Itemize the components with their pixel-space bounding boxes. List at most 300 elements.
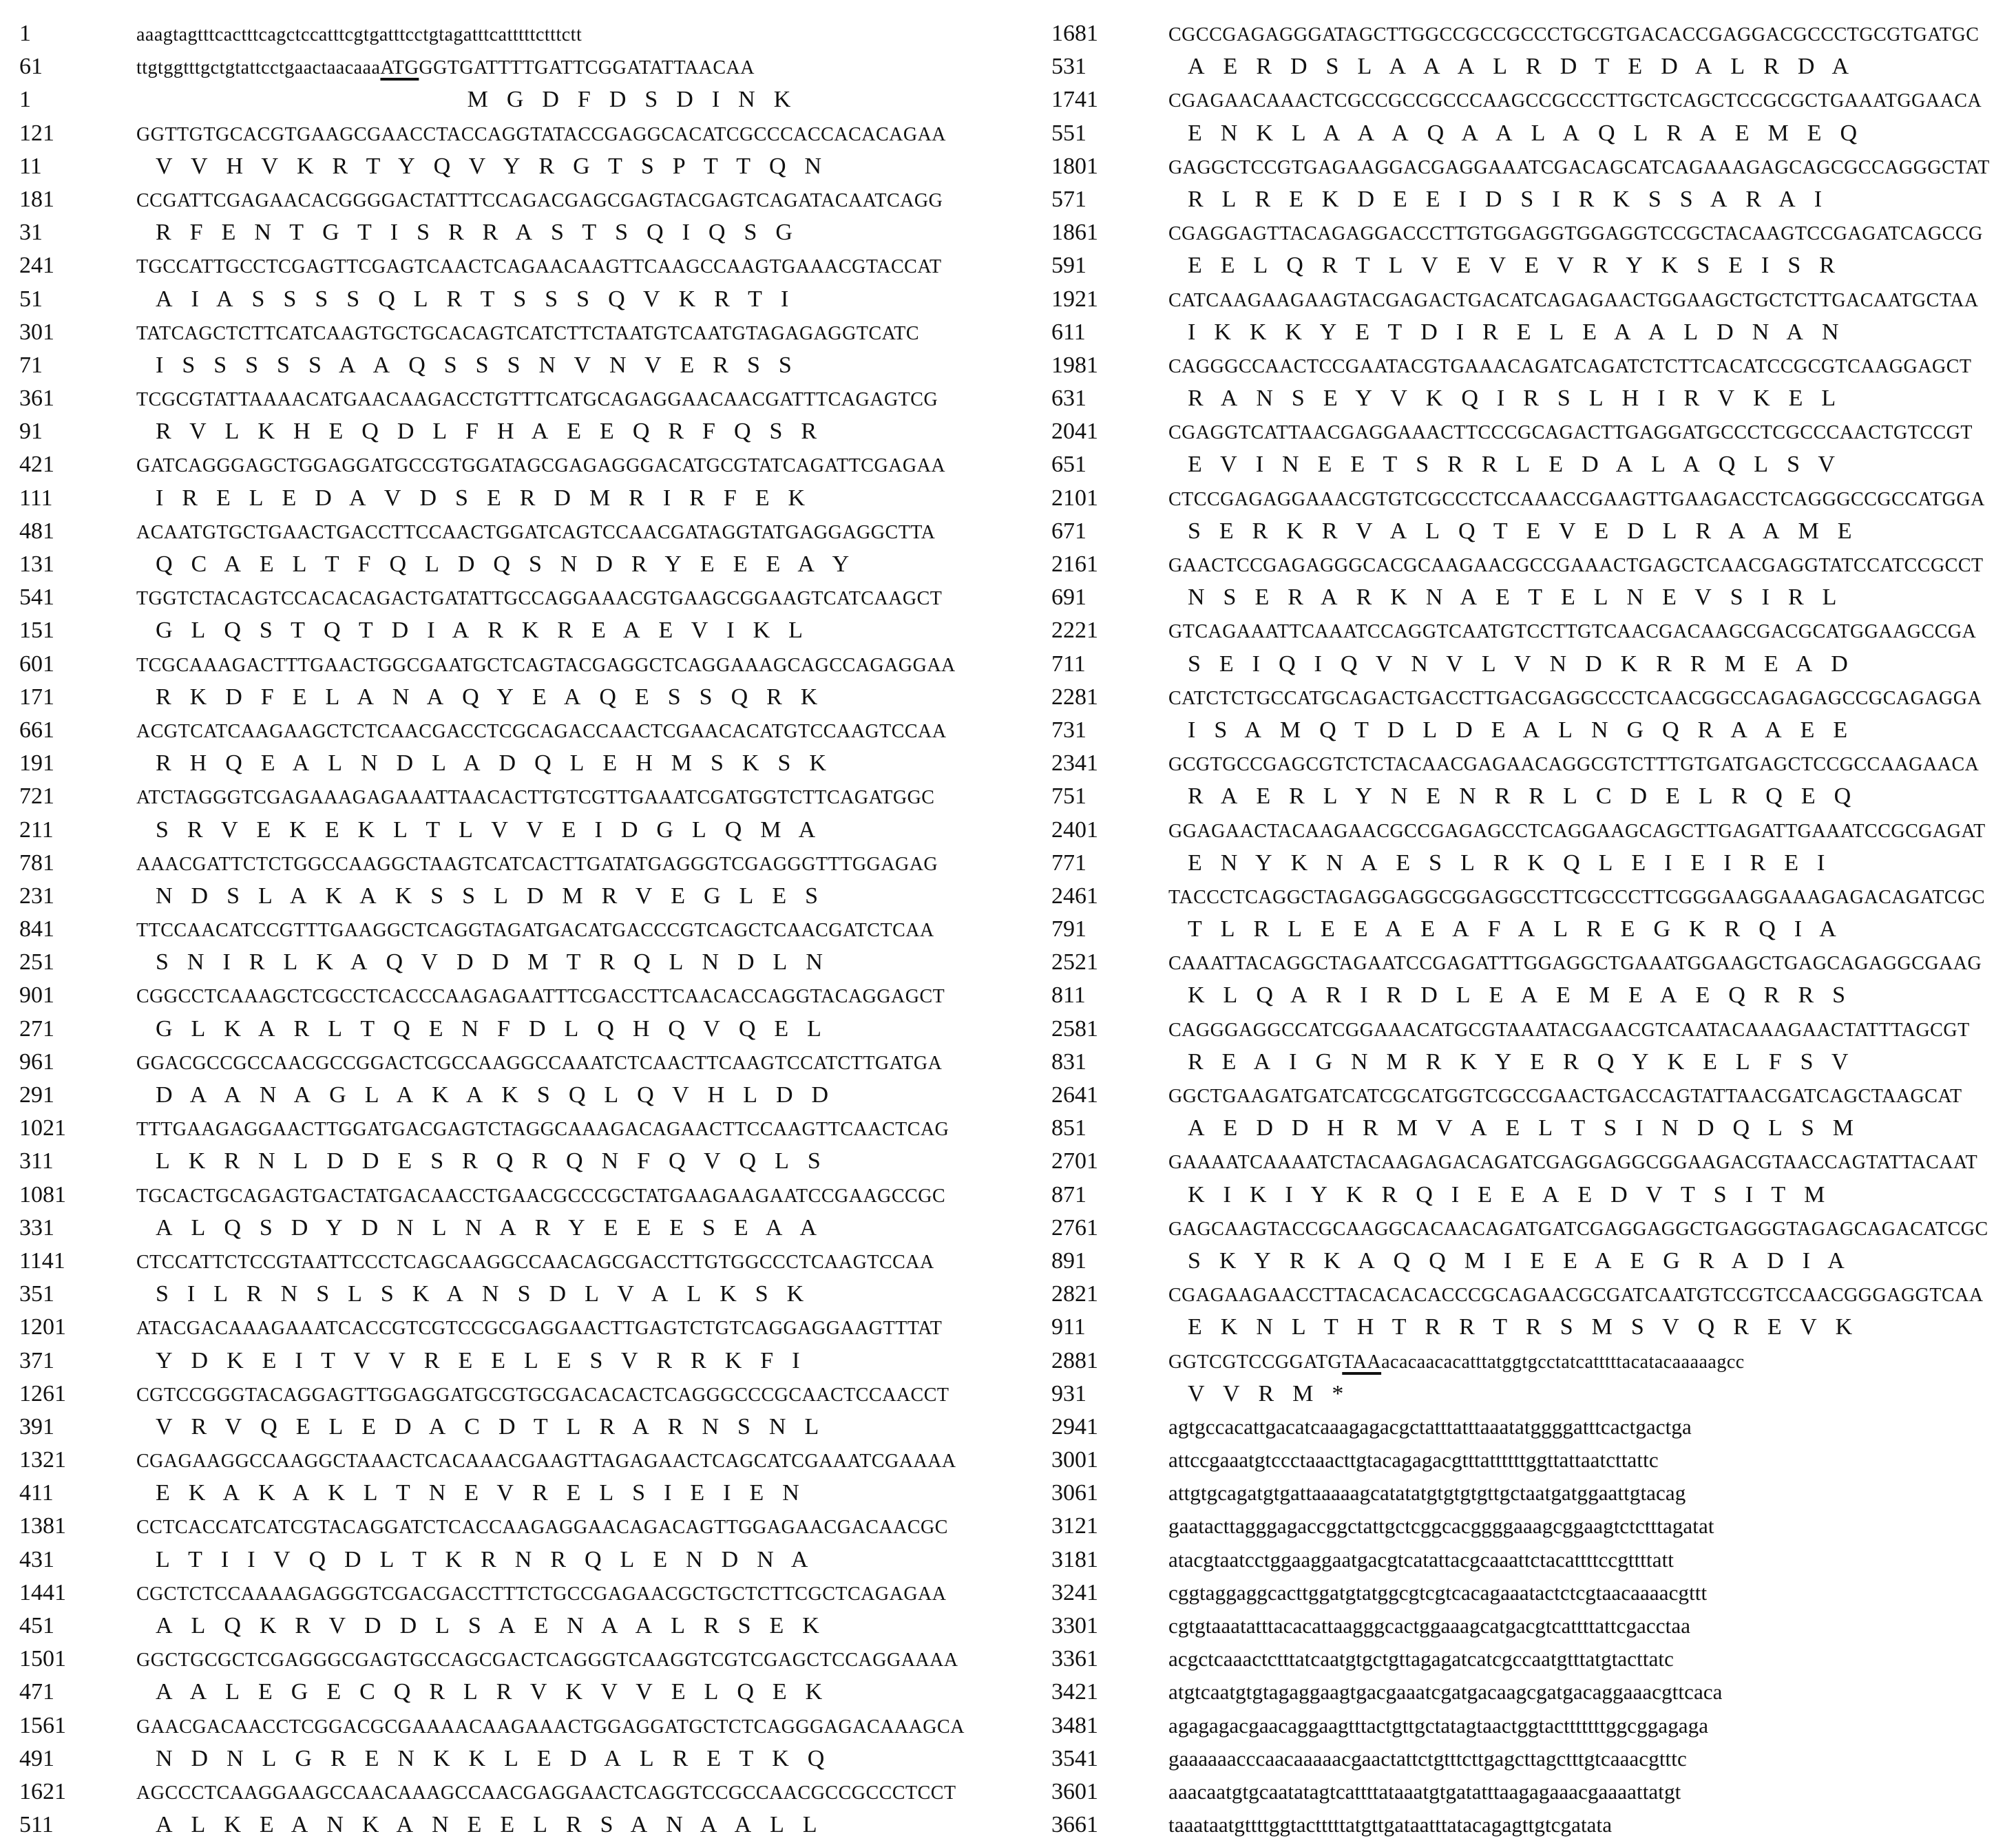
aa-row	[19, 1016, 997, 1049]
amino-acid-sequence: A A L E G E C Q R L R V K V V E L Q E K	[156, 1679, 823, 1705]
nucleotide-sequence: ATCTAGGGTCGAGAAAGAGAAATTAACACTTGTCGTTGAAATCGATGGTCTTCAGATGGC	[136, 787, 935, 809]
aa-row	[1051, 783, 2008, 816]
aa-row	[19, 883, 997, 916]
aa-row	[19, 817, 997, 850]
amino-acid-sequence: R K D F E L A N A Q Y E A Q E S S Q R K	[156, 684, 818, 710]
nt-row	[19, 386, 997, 419]
position-number: 491	[19, 1745, 54, 1771]
nucleotide-sequence: atacgtaatcctggaaggaatgacgtcatattacgcaaattctacattttccgttttatt	[1168, 1547, 1674, 1572]
aa-row	[19, 1281, 997, 1314]
amino-acid-sequence: I S S S S S A A Q S S S N V N V E R S S	[156, 352, 792, 378]
aa-row	[19, 1082, 997, 1115]
position-number: 471	[19, 1679, 54, 1705]
aa-row	[19, 286, 997, 319]
position-number: 601	[19, 651, 54, 677]
nucleotide-sequence: CGCCGAGAGGGATAGCTTGGCCGCCGCCCTGCGTGACACCGAGGACGCCCTGCGTGATGC	[1168, 24, 1980, 45]
aa-row	[19, 1215, 997, 1248]
amino-acid-sequence: G L K A R L T Q E N F D L Q H Q V Q E L	[156, 1015, 822, 1042]
nucleotide-sequence: CGAGAAGGCCAAGGCTAAACTCACAAACGAAGTTAGAGAACTCAGCATCGAAATCGAAAA	[136, 1451, 956, 1473]
position-number: 251	[19, 949, 54, 976]
position-number: 831	[1051, 1048, 1086, 1075]
nucleotide-sequence: TCGCGTATTAAAACATGAACAAGACCTGTTTCATGCAGAGGAACAACGATTTCAGAGTCG	[136, 389, 938, 411]
position-number: 2461	[1051, 883, 1098, 909]
aa-row	[1051, 518, 2008, 551]
amino-acid-sequence: R F E N T G T I S R R A S T S Q I Q S G	[156, 220, 793, 246]
aa-row	[1051, 253, 2008, 286]
position-number: 71	[19, 352, 43, 378]
position-number: 3301	[1051, 1613, 1098, 1638]
nt-row	[1051, 87, 2008, 120]
nt-row	[1051, 419, 2008, 452]
nt-row	[1051, 154, 2008, 187]
amino-acid-sequence: A L K E A N K A N E E L R S A N A A L L	[156, 1812, 818, 1838]
aa-row	[19, 87, 997, 120]
position-number: 1681	[1051, 21, 1098, 46]
nt-row	[1051, 21, 2008, 54]
nt-row	[1051, 1513, 2008, 1546]
position-number: 751	[1051, 783, 1086, 810]
nt-row	[1051, 1779, 2008, 1812]
nt-row	[1051, 1447, 2008, 1480]
position-number: 91	[19, 419, 43, 445]
position-number: 3001	[1051, 1447, 1098, 1473]
position-number: 3601	[1051, 1778, 1098, 1804]
nt-row	[1051, 1016, 2008, 1049]
position-number: 3481	[1051, 1712, 1098, 1738]
position-number: 2161	[1051, 551, 1098, 577]
position-number: 841	[19, 916, 54, 942]
position-number: 901	[19, 982, 54, 1009]
nucleotide-sequence: CTCCGAGAGGAAACGTGTCGCCCTCCAAACCGAAGTTGAAGACCTCAGGGCCGCCATGGA	[1168, 488, 1985, 510]
aa-row	[19, 1613, 997, 1646]
aa-row	[1051, 1049, 2008, 1082]
position-number: 1441	[19, 1579, 66, 1605]
amino-acid-sequence: I R E L E D A V D S E R D M R I R F E K	[156, 485, 806, 511]
nt-row	[19, 1248, 997, 1281]
nt-row	[19, 1713, 997, 1746]
position-number: 1	[19, 87, 31, 113]
nt-row	[1051, 1580, 2008, 1613]
nucleotide-sequence: CTCCATTCTCCGTAATTCCCTCAGCAAGGCCAACAGCGACCTTGTGGCCCTCAAGTCCAA	[136, 1251, 934, 1273]
position-number: 871	[1051, 1181, 1086, 1208]
position-number: 2221	[1051, 618, 1098, 644]
position-number: 2821	[1051, 1281, 1098, 1307]
amino-acid-sequence: R A E R L Y N E N R R L C D E L R Q E Q	[1188, 783, 1851, 810]
amino-acid-sequence: S E I Q I Q V N V L V N D K R R M E A D	[1188, 651, 1849, 677]
aa-row	[1051, 120, 2008, 154]
position-number: 1981	[1051, 352, 1098, 378]
nt-row	[1051, 1281, 2008, 1314]
position-number: 931	[1051, 1380, 1086, 1406]
position-number: 531	[1051, 54, 1086, 80]
aa-row	[19, 1547, 997, 1580]
position-number: 3181	[1051, 1546, 1098, 1572]
nt-row	[1051, 1613, 2008, 1646]
position-number: 2521	[1051, 949, 1098, 976]
amino-acid-sequence: I K K K Y E T D I R E L E A A L D N A N	[1188, 319, 1840, 345]
amino-acid-sequence: R H Q E A L N D L A D Q L E H M S K S K	[156, 750, 827, 777]
aa-row	[19, 551, 997, 584]
amino-acid-sequence: A E D D H R M V A E L T S I N D Q L S M	[1188, 1115, 1854, 1141]
aa-row	[1051, 54, 2008, 87]
position-number: 661	[19, 717, 54, 743]
aa-row	[1051, 584, 2008, 618]
amino-acid-sequence: S R V E K E K L T L V V E I D G L Q M A	[156, 816, 816, 843]
nt-row	[1051, 750, 2008, 783]
position-number: 1921	[1051, 286, 1098, 312]
position-number: 301	[19, 319, 54, 345]
position-number: 51	[19, 286, 43, 312]
nt-row	[19, 1779, 997, 1812]
nt-row	[1051, 817, 2008, 850]
nt-row	[19, 319, 997, 352]
nucleotide-sequence: AGCCCTCAAGGAAGCCAACAAAGCCAACGAGGAACTCAGGTCCGCCAACGCCGCCCTCCT	[136, 1782, 956, 1804]
aa-row	[1051, 651, 2008, 684]
nt-row	[19, 253, 997, 286]
nucleotide-sequence: TATCAGCTCTTCATCAAGTGCTGCACAGTCATCTTCTAATGTCAATGTAGAGAGGTCATC	[136, 322, 920, 344]
position-number: 171	[19, 684, 54, 710]
nt-row	[19, 1381, 997, 1414]
amino-acid-sequence: E E L Q R T L V E V E V R Y K S E I S R	[1188, 253, 1836, 279]
position-number: 431	[19, 1546, 54, 1572]
position-number: 291	[19, 1082, 54, 1108]
nt-row	[19, 1182, 997, 1215]
amino-acid-sequence: R E A I G N M R K Y E R Q Y K E L F S V	[1188, 1048, 1849, 1075]
position-number: 811	[1051, 982, 1086, 1009]
position-number: 961	[19, 1048, 54, 1075]
position-number: 731	[1051, 717, 1086, 743]
aa-row	[19, 485, 997, 518]
nucleotide-sequence: GGACGCCGCCAACGCCGGACTCGCCAAGGCCAAATCTCAACTTCAAGTCCATCTTGATGA	[136, 1052, 943, 1074]
stop-codon: TAA	[1342, 1351, 1382, 1373]
nt-row	[1051, 551, 2008, 584]
nt-row	[19, 1513, 997, 1546]
nucleotide-sequence: CGTCCGGGTACAGGAGTTGGAGGATGCGTGCGACACACTCAGGGCCCGCAACTCCAACCT	[136, 1384, 949, 1406]
amino-acid-sequence: S N I R L K A Q V D D M T R Q L N D L N	[156, 949, 823, 976]
nt-row	[19, 187, 997, 220]
amino-acid-sequence: S K Y R K A Q Q M I E E A E G R A D I A	[1188, 1247, 1845, 1274]
position-number: 3421	[1051, 1679, 1098, 1705]
nucleotide-sequence: TTCCAACATCCGTTTGAAGGCTCAGGTAGATGACATGACCCGTCAGCTCAACGATCTCAA	[136, 920, 934, 942]
position-number: 1141	[19, 1247, 65, 1274]
nucleotide-sequence: ACAATGTGCTGAACTGACCTTCCAACTGGATCAGTCCAACGATAGGTATGAGGAGGCTTA	[136, 521, 936, 543]
nucleotide-sequence: ATACGACAAAGAAATCACCGTCGTCCGCGAGGAACTTGAGTCTGTCAGGAGGAAGTTTAT	[136, 1318, 943, 1340]
nt-row	[19, 1447, 997, 1480]
position-number: 1261	[19, 1380, 66, 1406]
position-number: 1861	[1051, 220, 1098, 246]
aa-row	[19, 949, 997, 982]
aa-row	[19, 1679, 997, 1712]
nt-row	[1051, 1082, 2008, 1115]
position-number: 1	[19, 21, 31, 46]
nucleotide-sequence: CAAATTACAGGCTAGAATCCGAGATTTGGAGGCTGAAATGGAAGCTGAGCAGAGGCGAAG	[1168, 953, 1982, 975]
position-number: 781	[19, 850, 54, 876]
nucleotide-sequence: aaagtagtttcactttcagctccatttcgtgatttcctgtagatttcatttttctttctt	[136, 24, 582, 45]
amino-acid-sequence: N D S L A K A K S S L D M R V E G L E S	[156, 883, 819, 909]
nt-row	[1051, 1414, 2008, 1447]
nucleotide-sequence: CAGGGAGGCCATCGGAAACATGCGTAAATACGAACGTCAATACAAAGAACTATTTAGCGT	[1168, 1019, 1970, 1041]
nucleotide-sequence: TGGTCTACAGTCCACACAGACTGATATTGCCAGGAAACGTGAAGCGGAAGTCATCAAGCT	[136, 588, 943, 610]
position-number: 631	[1051, 386, 1086, 412]
amino-acid-sequence: N S E R A R K N A E T E L N E V S I R L	[1188, 584, 1837, 611]
position-number: 421	[19, 452, 54, 478]
amino-acid-sequence: E N K L A A A Q A A L A Q L R A E M E Q	[1188, 120, 1858, 146]
amino-acid-sequence: A E R D S L A A A L R D T E D A L R D A	[1188, 54, 1849, 80]
position-number: 1321	[19, 1447, 66, 1473]
position-number: 691	[1051, 584, 1086, 611]
amino-acid-sequence: A I A S S S S Q L R T S S S Q V K R T I	[156, 286, 789, 312]
amino-acid-sequence: I S A M Q T D L D E A L N G Q R A A E E	[1188, 717, 1848, 743]
nt-row	[1051, 1480, 2008, 1513]
aa-row	[1051, 982, 2008, 1015]
aa-row	[19, 1480, 997, 1513]
amino-acid-sequence: S I L R N S L S K A N S D L V A L K S K	[156, 1281, 804, 1307]
nucleotide-sequence: ACGTCATCAAGAAGCTCTCAACGACCTCGCAGACCAACTCGAACACATGTCCAAGTCCAA	[136, 720, 947, 742]
nucleotide-sequence: agtgccacattgacatcaaagagacgctatttatttaaatatggggatttcactgactga	[1168, 1414, 1692, 1439]
nucleotide-sequence: GAGCAAGTACCGCAAGGCACAACAGATGATCGAGGAGGCTGAGGGTAGAGCAGACATCGC	[1168, 1218, 1988, 1240]
position-number: 3361	[1051, 1646, 1098, 1672]
position-number: 911	[1051, 1314, 1086, 1340]
position-number: 611	[1051, 319, 1086, 345]
nucleotide-sequence: attccgaaatgtccctaaacttgtacagagacgtttattttttggttattaatcttattc	[1168, 1448, 1659, 1473]
position-number: 181	[19, 186, 54, 212]
aa-row	[19, 684, 997, 717]
amino-acid-sequence: V R V Q E L E D A C D T L R A R N S N L	[156, 1413, 819, 1440]
position-number: 591	[1051, 253, 1086, 279]
amino-acid-sequence: Y D K E I T V V R E E L E S V R R K F I	[156, 1347, 801, 1373]
aa-row	[19, 618, 997, 651]
position-number: 411	[19, 1480, 54, 1506]
position-number: 2701	[1051, 1148, 1098, 1174]
amino-acid-sequence: R V L K H E Q D L F H A E E Q R F Q S R	[156, 419, 817, 445]
aa-row	[1051, 1248, 2008, 1281]
nucleotide-sequence: GAGGCTCCGTGAGAAGGACGAGGAAATCGACAGCATCAGAAAGAGCAGCGCCAGGGCTAT	[1168, 156, 1990, 178]
nt-row	[1051, 286, 2008, 319]
position-number: 3061	[1051, 1480, 1098, 1506]
nucleotide-sequence: attgtgcagatgtgattaaaaagcatatatgtgtgtgttgctaatgatggaattgtacag	[1168, 1481, 1686, 1506]
nucleotide-sequence: GGTTGTGCACGTGAAGCGAACCTACCAGGTATACCGAGGCACATCGCCCACCACACAGAA	[136, 123, 947, 145]
aa-row	[1051, 187, 2008, 220]
nt-row	[19, 584, 997, 618]
position-number: 1801	[1051, 153, 1098, 179]
position-number: 31	[19, 220, 43, 246]
nt-row	[19, 850, 997, 883]
nucleotide-sequence: GGCTGAAGATGATCATCGCATGGTCGCCGAACTGACCAGTATTAACGATCAGCTAAGCAT	[1168, 1086, 1962, 1107]
nucleotide-sequence: CGAGAACAAACTCGCCGCCGCCCAAGCCGCCCTTGCTCAGCTCCGCGCTGAAATGGAACA	[1168, 90, 1982, 112]
nucleotide-sequence: cgtgtaaatatttacacattaagggcactggaaagcatgacgtcattttattcgacctaa	[1168, 1614, 1691, 1638]
nt-row	[1051, 1348, 2008, 1381]
nucleotide-sequence: CGAGGAGTTACAGAGGACCCTTGTGGAGGTGGAGGTCCGCTACAAGTCCGAGATCAGCCG	[1168, 223, 1983, 245]
position-number: 121	[19, 120, 54, 146]
nucleotide-sequence: taaataatgttttggtactttttatgttgataatttatacagagttgtcgatata	[1168, 1813, 1613, 1837]
position-number: 671	[1051, 518, 1086, 544]
amino-acid-sequence: G L Q S T Q T D I A R K R E A E V I K L	[156, 618, 804, 644]
nucleotide-sequence: TCGCAAAGACTTTGAACTGGCGAATGCTCAGTACGAGGCTCAGGAAAGCAGCCAGAGGAA	[136, 654, 956, 676]
position-number: 231	[19, 883, 54, 909]
aa-row	[1051, 850, 2008, 883]
nucleotide-sequence: acgctcaaactctttatcaatgtgctgttagagatcatcgccaatgtttatgtacttatc	[1168, 1647, 1674, 1672]
nt-row	[19, 452, 997, 485]
position-number: 771	[1051, 850, 1086, 876]
position-number: 571	[1051, 186, 1086, 212]
amino-acid-sequence: D A A N A G L A K A K S Q L Q V H L D D	[156, 1082, 829, 1108]
nucleotide-sequence: GGTCGTCCGGATGTAAacacaacacatttatggtgcctatcatttttacatacaaaaagcc	[1168, 1351, 1745, 1373]
nt-row	[19, 120, 997, 154]
amino-acid-sequence: M G D F D S D I N K	[467, 87, 791, 113]
position-number: 331	[19, 1214, 54, 1241]
left-sequence-column	[19, 21, 997, 1845]
nucleotide-sequence: CATCAAGAAGAAGTACGAGACTGACATCAGAGAACTGGAAGCTGCTCTTGACAATGCTAA	[1168, 289, 1979, 311]
aa-row	[1051, 1381, 2008, 1414]
aa-row	[19, 220, 997, 253]
amino-acid-sequence: V V R M *	[1188, 1380, 1344, 1406]
position-number: 2101	[1051, 485, 1098, 511]
nucleotide-sequence: CGAGAAGAACCTTACACACACCCGCAGAACGCGATCAATGTCCGTCCAACGGGAGGTCAA	[1168, 1285, 1984, 1307]
position-number: 851	[1051, 1115, 1086, 1141]
nt-row	[1051, 883, 2008, 916]
nt-row	[1051, 949, 2008, 982]
nucleotide-sequence: TGCACTGCAGAGTGACTATGACAACCTGAACGCCCGCTATGAAGAAGAATCCGAAGCCGC	[136, 1185, 946, 1207]
aa-row	[1051, 1115, 2008, 1148]
aa-row	[19, 1746, 997, 1779]
nucleotide-sequence: cggtaggaggcacttggatgtatggcgtcgtcacagaaatactctcgtaacaaaacgttt	[1168, 1580, 1708, 1605]
position-number: 1021	[19, 1115, 66, 1141]
amino-acid-sequence: E K N L T H T R R T R S M S V Q R E V K	[1188, 1314, 1853, 1340]
nt-row	[1051, 1215, 2008, 1248]
nucleotide-sequence: GGAGAACTACAAGAACGCCGAGAGCCTCAGGAAGCAGCTTGAGATTGAAATCCGCGAGAT	[1168, 820, 1986, 842]
nt-row	[1051, 485, 2008, 518]
position-number: 391	[19, 1413, 54, 1440]
amino-acid-sequence: R A N S E Y V K Q I R S L H I R V K E L	[1188, 386, 1836, 412]
nucleotide-sequence: ttgtggtttgctgtattcctgaactaacaaaATGGGTGATTTTGATTCGGATATTAACAA	[136, 57, 755, 79]
aa-row	[1051, 916, 2008, 949]
nucleotide-sequence: GATCAGGGAGCTGGAGGATGCCGTGGATAGCGAGAGGGACATGCGTATCAGATTCGAGAA	[136, 455, 946, 477]
position-number: 721	[19, 783, 54, 810]
amino-acid-sequence: N D N L G R E N K K L E D A L R E T K Q	[156, 1745, 825, 1771]
nucleotide-sequence: CGCTCTCCAAAAGAGGGTCGACGACCTTTCTGCCGAGAACGCTGCTCTTCGCTCAGAGAA	[136, 1583, 947, 1605]
position-number: 551	[1051, 120, 1086, 146]
position-number: 131	[19, 551, 54, 577]
nucleotide-sequence: GGCTGCGCTCGAGGGCGAGTGCCAGCGACTCAGGGTCAAGGTCGTCGAGCTCCAGGAAAA	[136, 1649, 958, 1672]
nucleotide-sequence: CATCTCTGCCATGCAGACTGACCTTGACGAGGCCCTCAACGGCCAGAGAGCCGCAGAGGA	[1168, 687, 1982, 709]
nucleotide-sequence: CAGGGCCAACTCCGAATACGTGAAACAGATCAGATCTCTTCACATCCGCGTCAAGGAGCT	[1168, 355, 1972, 377]
position-number: 3661	[1051, 1812, 1098, 1838]
nt-row	[19, 1646, 997, 1679]
position-number: 11	[19, 153, 42, 179]
position-number: 651	[1051, 452, 1086, 478]
aa-row	[1051, 717, 2008, 750]
position-number: 1381	[19, 1513, 66, 1539]
nucleotide-sequence: CGGCCTCAAAGCTCGCCTCACCCAAGAGAATTTCGACCTTCAACACCAGGTACAGGAGCT	[136, 986, 945, 1008]
aa-row	[19, 419, 997, 452]
position-number: 2761	[1051, 1214, 1098, 1241]
amino-acid-sequence: K L Q A R I R D L E A E M E A E Q R R S	[1188, 982, 1846, 1009]
position-number: 891	[1051, 1247, 1086, 1274]
position-number: 311	[19, 1148, 54, 1174]
position-number: 1501	[19, 1646, 66, 1672]
position-number: 481	[19, 518, 54, 544]
position-number: 2041	[1051, 419, 1098, 445]
nt-row	[19, 783, 997, 816]
aa-row	[19, 750, 997, 783]
position-number: 271	[19, 1015, 54, 1042]
nt-row	[1051, 352, 2008, 386]
aa-row	[1051, 319, 2008, 352]
amino-acid-sequence: Q C A E L T F Q L D Q S N D R Y E E E A Y	[156, 551, 850, 577]
nt-row	[1051, 1812, 2008, 1845]
position-number: 191	[19, 750, 54, 777]
aa-row	[19, 1414, 997, 1447]
nt-row	[1051, 684, 2008, 717]
nt-row	[1051, 1646, 2008, 1679]
aa-row	[1051, 386, 2008, 419]
amino-acid-sequence: E V I N E E T S R R L E D A L A Q L S V	[1188, 452, 1836, 478]
nt-row	[19, 518, 997, 551]
nt-row	[1051, 1746, 2008, 1779]
nt-row	[1051, 1679, 2008, 1712]
position-number: 3541	[1051, 1745, 1098, 1771]
position-number: 241	[19, 253, 54, 279]
nucleotide-sequence: TACCCTCAGGCTAGAGGAGGCGGAGGCCTTCGCCCTTCGGGAAGGAAAGAGACAGATCGC	[1168, 886, 1985, 908]
amino-acid-sequence: K I K I Y K R Q I E E A E D V T S I T M	[1188, 1181, 1825, 1208]
position-number: 451	[19, 1613, 54, 1638]
nucleotide-sequence: GTCAGAAATTCAAATCCAGGTCAATGTCCTTGTCAACGACAAGCGACGCATGGAAGCCGA	[1168, 621, 1977, 643]
right-sequence-column	[1051, 21, 2008, 1845]
nt-row	[1051, 618, 2008, 651]
nt-row	[19, 1115, 997, 1148]
nucleotide-sequence: aaacaatgtgcaatatagtcattttataaatgtgatatttaagagaaacgaaaattatgt	[1168, 1779, 1681, 1804]
position-number: 1561	[19, 1712, 66, 1738]
nt-row	[19, 1314, 997, 1347]
nt-row	[1051, 1148, 2008, 1181]
nucleotide-sequence: GAACTCCGAGAGGGCACGCAAGAACGCCGAAACTGAGCTCAACGAGGTATCCATCCGCCT	[1168, 555, 1984, 576]
position-number: 211	[19, 816, 54, 843]
amino-acid-sequence: V V H V K R T Y Q V Y R G T S P T T Q N	[156, 153, 822, 179]
nt-row	[19, 982, 997, 1015]
aa-row	[1051, 452, 2008, 485]
amino-acid-sequence: A L Q S D Y D N L N A R Y E E E S E A A	[156, 1214, 817, 1241]
position-number: 2341	[1051, 750, 1098, 777]
nt-row	[19, 1580, 997, 1613]
amino-acid-sequence: T L R L E E A E A F A L R E G K R Q I A	[1188, 916, 1837, 942]
nt-row	[19, 717, 997, 750]
position-number: 1621	[19, 1778, 66, 1804]
aa-row	[19, 1348, 997, 1381]
aa-row	[19, 1812, 997, 1845]
amino-acid-sequence: S E R K R V A L Q T E V E D L R A A M E	[1188, 518, 1853, 544]
position-number: 361	[19, 386, 54, 412]
nucleotide-sequence: TGCCATTGCCTCGAGTTCGAGTCAACTCAGAACAAGTTCAAGCCAAGTGAAACGTACCAT	[136, 256, 942, 278]
nt-row	[1051, 220, 2008, 253]
position-number: 2401	[1051, 816, 1098, 843]
position-number: 2641	[1051, 1082, 1098, 1108]
nt-row	[19, 651, 997, 684]
nt-row	[19, 1049, 997, 1082]
amino-acid-sequence: E K A K A K L T N E V R E L S I E I E N	[156, 1480, 800, 1506]
position-number: 351	[19, 1281, 54, 1307]
nt-row	[19, 21, 997, 54]
position-number: 61	[19, 54, 43, 80]
nucleotide-sequence: agagagacgaacaggaagtttactgttgctatagtaactggtactttttttggcggagaga	[1168, 1713, 1709, 1738]
position-number: 1201	[19, 1314, 66, 1340]
start-codon: ATG	[380, 57, 419, 79]
nucleotide-sequence: gaaaaaacccaacaaaaacgaactattctgtttcttgagcttagctttgtcaaacgtttc	[1168, 1746, 1687, 1771]
nucleotide-sequence: atgtcaatgtgtagaggaagtgacgaaatcgatgacaagcgatgacaggaaacgttcaca	[1168, 1680, 1723, 1705]
position-number: 711	[1051, 651, 1086, 677]
position-number: 111	[19, 485, 53, 511]
position-number: 1081	[19, 1181, 66, 1208]
amino-acid-sequence: L T I I V Q D L T K R N R Q L E N D N A	[156, 1546, 808, 1572]
